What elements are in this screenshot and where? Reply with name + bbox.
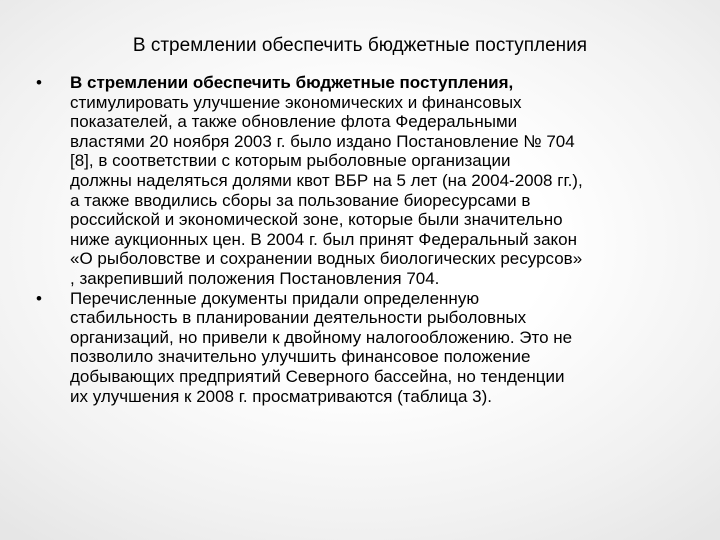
bullet-list bbox=[36, 73, 696, 406]
bullet-2-line-4: позволило значительно улучшить финансовое положение bbox=[70, 347, 531, 367]
bullet-2-line-2: стабильность в планировании деятельности рыболовных bbox=[70, 308, 527, 328]
bullet-1-line-4: властями 20 ноября 2003 г. было издано Постановление № 704 bbox=[70, 131, 575, 151]
bullet-marker: • bbox=[36, 288, 42, 308]
bullet-1-line-3: показателей, а также обновление флота Федеральными bbox=[70, 112, 518, 132]
bullet-2-line-1: Перечисленные документы придали определенную bbox=[70, 288, 480, 308]
bullet-1-line-11: , закрепивший положения Постановления 704. bbox=[70, 268, 440, 288]
bullet-1-line-2: стимулировать улучшение экономических и финансовых bbox=[70, 92, 522, 112]
bullet-marker: • bbox=[36, 73, 42, 92]
bullet-1-line-10: «О рыболовстве и сохранении водных биологических ресурсов» bbox=[70, 249, 583, 269]
bullet-1-line-1: В стремлении обеспечить бюджетные поступления, bbox=[70, 73, 514, 92]
bullet-1-line-5: [8], в соответствии с которым рыболовные организации bbox=[70, 151, 511, 171]
slide-title: В стремлении обеспечить бюджетные поступления bbox=[132, 35, 588, 56]
bullet-2-line-6: их улучшения к 2008 г. просматриваются (таблица 3). bbox=[70, 386, 492, 406]
bullet-item-1 bbox=[36, 73, 696, 289]
bullet-1-line-7: а также вводились сборы за пользование биоресурсами в bbox=[70, 190, 531, 210]
bullet-item-2 bbox=[36, 289, 696, 407]
bullet-2-line-3: организаций, но привели к двойному налогообложению. Это не bbox=[70, 327, 573, 347]
bullet-1-line-6: должны наделяться долями квот ВБР на 5 лет (на 2004-2008 гг.), bbox=[70, 170, 583, 190]
bullet-1-line-8: российской и экономической зоне, которые были значительно bbox=[70, 210, 563, 230]
bullet-2-line-5: добывающих предприятий Северного бассейна, но тенденции bbox=[70, 366, 565, 386]
bullet-1-line-9: ниже аукционных цен. В 2004 г. был принят Федеральный закон bbox=[70, 229, 578, 249]
